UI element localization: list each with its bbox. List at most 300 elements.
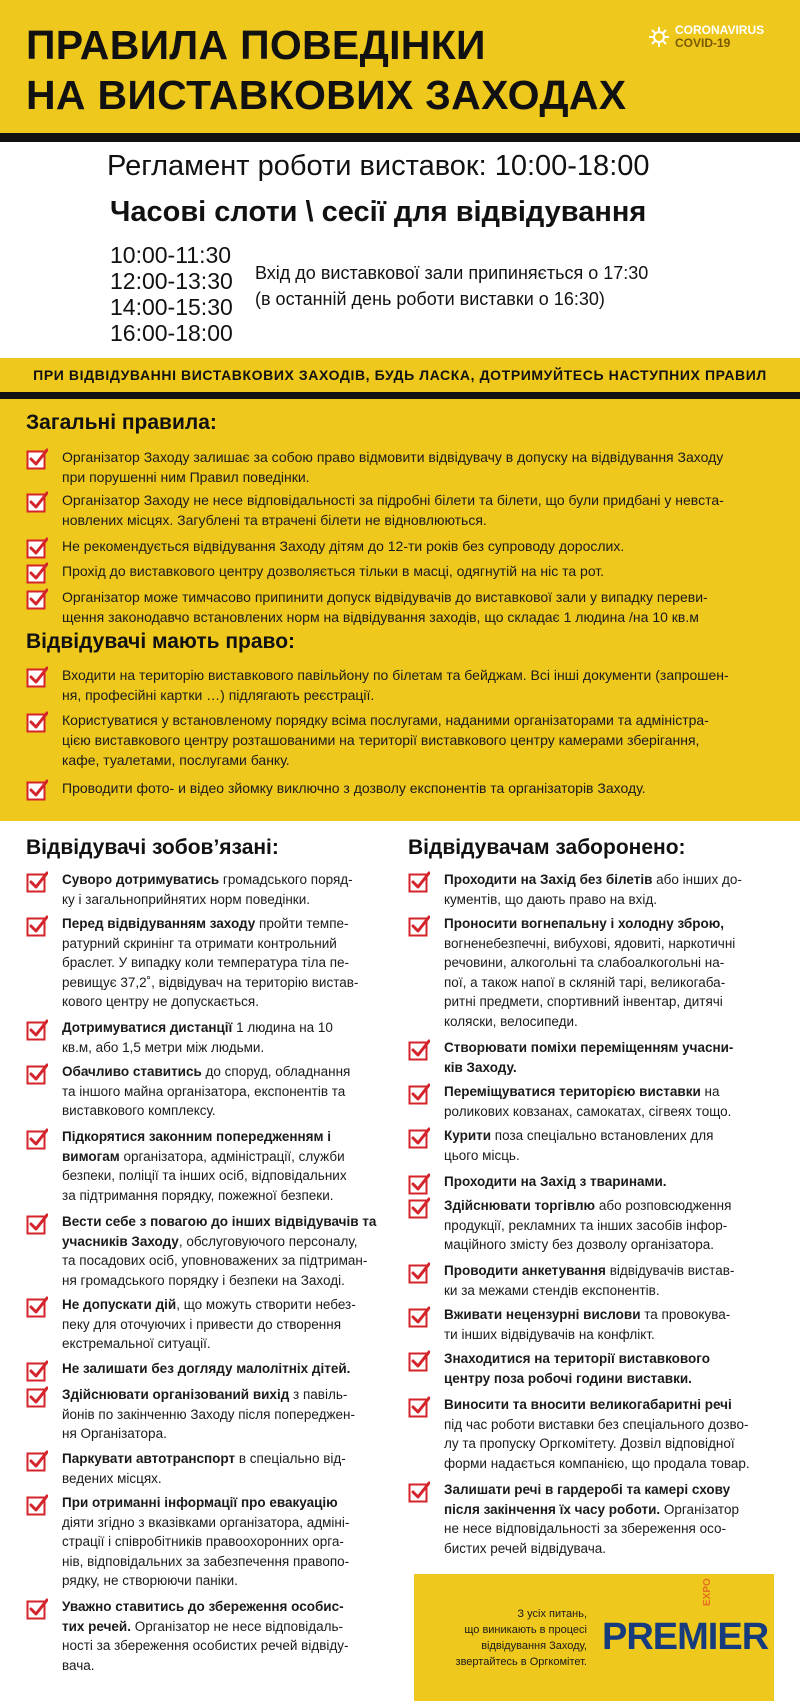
- slots-title: Часові слоти \ сесії для відвідування: [110, 196, 647, 228]
- footer-line: що виникають в процесі: [464, 1623, 587, 1636]
- premier-expo-logo: [602, 1578, 769, 1659]
- rule-line-text: вогненебезпечні, вибухові, ядовиті, наркотичні: [444, 935, 736, 951]
- footer-line: звертайтесь в Оргкомітет.: [455, 1655, 587, 1668]
- checkbox-check-icon: [26, 871, 48, 893]
- rule-bold: ків Заходу.: [444, 1059, 517, 1075]
- rule-line-text: цього місць.: [444, 1147, 520, 1163]
- rule-bold: Не залишати без догляду малолітніх дітей.: [62, 1361, 351, 1376]
- rule-line-text: ки за межами стендів експонентів.: [444, 1282, 660, 1298]
- rule-line: [62, 1656, 349, 1676]
- rule-bold: Вживати нецензурні вислови: [444, 1307, 641, 1322]
- rule-line: [444, 934, 735, 954]
- checkbox-check-icon: [26, 915, 48, 937]
- rule-line-text: Прохід до виставкового центру дозволяється тільки в масці, одягнутій на ніс та рот.: [62, 563, 605, 579]
- rule-line: [62, 1469, 346, 1489]
- rule-bold: При отриманні інформації про евакуацію: [62, 1495, 338, 1510]
- rule-line: [444, 1539, 739, 1559]
- rule-line: [444, 890, 742, 910]
- rule-line: [62, 914, 358, 934]
- page-title: [26, 20, 626, 120]
- rule-line-text: новлених місцях. Загублені та втрачені білети не відновлюються.: [62, 512, 487, 528]
- rule-text: [62, 490, 724, 530]
- rule-line-text: коляски, велосипеди.: [444, 1013, 578, 1029]
- rule-line: [444, 1519, 739, 1539]
- column-heading: Відвідувачі зобов’язані:: [26, 836, 279, 859]
- rule-line-text: 1 людина на 10: [232, 1020, 333, 1035]
- checkbox-check-icon: [26, 666, 48, 688]
- rule-line: [444, 1434, 750, 1454]
- logo-sub: EXPO: [702, 1578, 713, 1606]
- rule-text: [62, 1018, 333, 1057]
- rule-text: [444, 914, 735, 1031]
- rule-line-text: ратурний скринінг та отримати контрольний: [62, 935, 337, 951]
- rule-line: [62, 992, 358, 1012]
- rule-line-text: та іншого майна організатора, експонентів та: [62, 1083, 346, 1099]
- checkbox-check-icon: [26, 1019, 48, 1041]
- rule-line: [444, 1415, 750, 1435]
- rule-line-text: Організатор не несе відповідаль-: [130, 1618, 344, 1634]
- rule-item: [26, 1493, 396, 1591]
- rule-line-text: цією виставкового центру розташованими на території виставкового центру камерами зберігання,: [62, 732, 700, 748]
- rule-line-text: діяти згідно з вказівками організатора, адміні-: [62, 1514, 350, 1530]
- rule-line: [62, 1127, 347, 1147]
- rule-item: [408, 1172, 778, 1195]
- rule-bold: Підкорятися законним попередженням і: [62, 1129, 332, 1144]
- rule-line-text: речовини, алкогольні та слабоалкогольні на-: [444, 955, 725, 970]
- rule-line: [444, 1196, 731, 1216]
- checkbox-check-icon: [26, 562, 48, 584]
- checkbox-check-icon: [26, 448, 48, 470]
- rule-line: [62, 1493, 349, 1513]
- rule-line-text: щення законодавчо встановлених норм на відвідування заходів, що складає 1 людина /на 10 кв.м: [62, 609, 699, 625]
- rule-line-text: та посадових осіб, уповноважених за підтриман-: [62, 1253, 368, 1268]
- rule-text: [444, 1196, 731, 1255]
- rule-item: [408, 1038, 778, 1077]
- rule-text: [62, 1295, 356, 1354]
- rule-line-text: продукції, рекламних та інших засобів інфор-: [444, 1217, 728, 1233]
- rule-line-text: маційного змісту без дозволу організатора.: [444, 1237, 715, 1252]
- rule-line-text: організатора, адміністрації, служби: [119, 1148, 345, 1164]
- rule-line: [444, 992, 735, 1012]
- rule-line: [62, 1552, 349, 1572]
- checkbox-check-icon: [26, 1386, 48, 1408]
- time-slot: 10:00-11:30: [110, 242, 232, 268]
- rule-line-text: за підтримання порядку, пожежної безпеки.: [62, 1187, 334, 1203]
- rule-item: [26, 665, 776, 705]
- rule-line: [62, 1532, 349, 1552]
- rule-line: [444, 1216, 731, 1236]
- rule-text: [62, 587, 708, 627]
- rule-line: [444, 1012, 735, 1032]
- rule-text: [62, 914, 358, 1012]
- checkbox-check-icon: [26, 779, 48, 801]
- rule-item: [408, 1480, 778, 1558]
- rule-line: [62, 973, 358, 993]
- rule-item: [26, 1597, 396, 1675]
- covid-line-1: CORONAVIRUS: [675, 23, 765, 37]
- entry-line-1: Вхід до виставкової зали припиняється о 17:30: [255, 263, 649, 283]
- footer-line: З усіх питань,: [517, 1607, 587, 1620]
- rule-line: [444, 870, 742, 890]
- rule-bold: Вести себе з повагою до інших відвідувачів та: [62, 1214, 377, 1229]
- section-heading: Загальні правила:: [26, 411, 217, 434]
- rule-line-text: безпеки, поліції та інших осіб, відповідальних: [62, 1168, 347, 1183]
- rule-line-text: під час роботи виставки без спеціального дозво-: [444, 1416, 749, 1432]
- rule-line-text: до споруд, обладнання: [201, 1064, 351, 1079]
- rule-item: [26, 490, 776, 530]
- checkbox-check-icon: [408, 1481, 430, 1503]
- rule-line-text: кументів, що дають право на вхід.: [444, 891, 658, 907]
- rule-item: [408, 1261, 778, 1300]
- rule-item: [26, 1018, 396, 1057]
- rule-text: [62, 1449, 346, 1488]
- rule-text: [62, 1385, 355, 1444]
- rule-line: [444, 1480, 739, 1500]
- rule-bold: Створювати поміхи переміщенням учасни-: [444, 1040, 734, 1055]
- rule-line-text: ку і загальноприйнятих норм поведінки.: [62, 891, 310, 907]
- logo-main: PREMIER: [602, 1616, 769, 1658]
- rule-item: [26, 1449, 396, 1488]
- rules-banner: [0, 358, 800, 392]
- rule-line-text: роликових ковзанах, самокатах, сігвеях тощо.: [444, 1103, 732, 1119]
- rule-line: [62, 1334, 356, 1354]
- rule-line-text: страції і співробітників правоохоронних орга-: [62, 1534, 344, 1549]
- rule-line-text: або розповсюдження: [595, 1198, 732, 1213]
- rule-bold: центру поза робочі години виставки.: [444, 1370, 692, 1386]
- rule-item: [26, 1385, 396, 1444]
- rule-line: [444, 1281, 734, 1301]
- rule-bold: Здійснювати торгівлю: [444, 1198, 596, 1213]
- rule-line: [444, 1305, 730, 1325]
- rule-text: [444, 1172, 667, 1195]
- rule-line: [444, 1500, 739, 1520]
- rule-text: [444, 1261, 734, 1300]
- rule-item: [26, 536, 776, 559]
- rule-text: [62, 665, 729, 705]
- rule-line-text: ревищує 37,2˚, відвідувач на територію вистав-: [62, 974, 359, 990]
- rule-line-text: виставкового комплексу.: [62, 1103, 216, 1118]
- rule-item: [26, 1295, 396, 1354]
- rule-line-text: кафе, туалетами, послугами банку.: [62, 752, 290, 768]
- rule-line-text: ня, професійні картки …) підлягають реєстрації.: [62, 687, 375, 703]
- rule-line: [62, 730, 709, 750]
- footer-line: відвідування Заходу,: [481, 1639, 587, 1652]
- rule-bold: Уважно ставитись до збереження особис-: [62, 1599, 344, 1614]
- rule-line-text: кового центру не допускається.: [62, 994, 259, 1009]
- checkbox-check-icon: [408, 1396, 430, 1418]
- checkbox-check-icon: [26, 1494, 48, 1516]
- rule-line: [62, 1147, 347, 1167]
- checkbox-check-icon: [408, 1262, 430, 1284]
- rule-bold: учасників Заходу: [62, 1233, 179, 1249]
- rule-line: [62, 953, 358, 973]
- covid-line-2: COVID-19: [675, 36, 731, 50]
- rule-line: [62, 467, 723, 487]
- rule-item: [26, 914, 396, 1012]
- rule-line: [62, 1405, 355, 1425]
- rule-item: [408, 1196, 778, 1255]
- rule-bold: Суворо дотримуватись: [62, 872, 220, 887]
- checkbox-check-icon: [26, 491, 48, 513]
- banner-text: ПРИ ВІДВІДУВАННІ ВИСТАВКОВИХ ЗАХОДІВ, БУДЬ ЛАСКА, ДОТРИМУЙТЕСЬ НАСТУПНИХ ПРАВИЛ: [33, 367, 767, 383]
- checkbox-check-icon: [26, 1296, 48, 1318]
- rule-line: [444, 973, 735, 993]
- rule-item: [26, 870, 396, 909]
- header: [0, 0, 800, 133]
- rule-line: [62, 1232, 376, 1252]
- rule-line-text: екстремальної ситуації.: [62, 1336, 211, 1351]
- checkbox-check-icon: [26, 1128, 48, 1150]
- entry-note: [255, 260, 648, 312]
- rule-line: [444, 953, 735, 973]
- rule-line-text: ти інших відвідувачів на конфлікт.: [444, 1326, 655, 1342]
- rule-item: [408, 1082, 778, 1121]
- rule-text: [62, 870, 353, 909]
- rule-line-text: Організатор: [660, 1501, 739, 1517]
- checkbox-check-icon: [408, 1039, 430, 1061]
- rule-line-text: з павіль-: [289, 1387, 348, 1402]
- rule-line-text: форми надається компанією, що продала товар.: [444, 1455, 750, 1471]
- rule-text: [444, 1349, 710, 1388]
- rule-line-text: не несе відповідальності за збереження осо-: [444, 1521, 727, 1536]
- rule-item: [408, 870, 778, 909]
- rule-line: [62, 890, 353, 910]
- rule-line: [62, 1251, 376, 1271]
- rule-bold: Виносити та вносити великогабаритні речі: [444, 1397, 732, 1412]
- rule-item: [408, 1126, 778, 1165]
- rule-line: [444, 1126, 713, 1146]
- rule-item: [26, 587, 776, 627]
- rule-line-text: або інших до-: [652, 872, 742, 887]
- divider-bar: [0, 392, 800, 399]
- rule-line-text: , обслуговуючого персоналу,: [178, 1233, 358, 1249]
- section-heading: Відвідувачі мають право:: [26, 630, 296, 653]
- rule-line-text: браслет. У випадку коли температура тіла пе-: [62, 955, 350, 970]
- checkbox-check-icon: [408, 1127, 430, 1149]
- rule-text: [62, 561, 604, 584]
- rule-bold: Курити: [444, 1128, 492, 1143]
- rule-line-text: ня громадського порядку і безпеки на Заході.: [62, 1272, 345, 1288]
- rule-line: [62, 561, 604, 581]
- footer-text: [424, 1606, 587, 1670]
- checkbox-check-icon: [408, 1197, 430, 1219]
- rule-line-text: Користуватися у встановленому порядку всіма послугами, наданими організаторами та адміністра-: [62, 712, 709, 728]
- rule-line-text: лу та пропуску Оргкомітету. Дозвіл відповідної: [444, 1436, 735, 1451]
- rule-line: [62, 587, 708, 607]
- rule-line-text: Входити на територію виставкового павільйону по білетам та бейджам. Всі інші документи (запрошен-: [62, 667, 729, 683]
- rule-bold: Паркувати автотранспорт: [62, 1451, 236, 1466]
- rule-line-text: ритні предмети, спортивний інвентар, дитячі: [444, 994, 723, 1009]
- rule-line: [444, 1395, 750, 1415]
- rule-text: [62, 778, 646, 801]
- rule-line-text: відвідувачів вистав-: [605, 1263, 735, 1278]
- rule-line-text: пої, а також напої в скляній тарі, великогаба-: [444, 974, 726, 990]
- rule-line-text: ності за збереження особистих речей відвіду-: [62, 1638, 349, 1653]
- rule-line: [62, 934, 358, 954]
- rule-line: [62, 1038, 333, 1058]
- rule-bold: Переміщуватися територією виставки: [444, 1084, 701, 1099]
- time-slot: 16:00-18:00: [110, 320, 233, 346]
- checkbox-check-icon: [408, 1306, 430, 1328]
- rule-item: [26, 1212, 396, 1290]
- rule-line-text: Організатор Заходу залишає за собою право відмовити відвідувачу в допуску на відвідування Заходу: [62, 449, 724, 465]
- rule-line: [62, 685, 729, 705]
- rule-bold: Обачливо ставитись: [62, 1064, 202, 1079]
- rule-text: [444, 1395, 750, 1473]
- checkbox-check-icon: [408, 915, 430, 937]
- rule-line: [62, 1062, 350, 1082]
- rule-line-text: нів, відповідальних за забезпечення правопо-: [62, 1553, 350, 1569]
- rule-bold: тих речей.: [62, 1618, 131, 1634]
- rule-text: [444, 1305, 730, 1344]
- rule-text: [62, 447, 723, 487]
- rule-line: [62, 1212, 376, 1232]
- rule-text: [444, 1082, 731, 1121]
- rule-line-text: пройти темпе-: [255, 916, 349, 931]
- rule-line-text: рядку, не створюючи паніки.: [62, 1573, 238, 1588]
- entry-line-2: (в останній день роботи виставки о 16:30): [255, 289, 605, 309]
- rule-line-text: Проводити фото- и відео зйомку виключно з дозволу експонентів та організаторів Заходу.: [62, 780, 646, 796]
- rule-line: [62, 1295, 356, 1315]
- rule-line: [62, 447, 723, 467]
- rule-line-text: вача.: [62, 1657, 95, 1673]
- rule-line: [444, 1235, 731, 1255]
- rule-line-text: на: [700, 1084, 720, 1099]
- rule-item: [26, 1359, 396, 1382]
- rule-line: [62, 510, 724, 530]
- rule-item: [408, 1305, 778, 1344]
- rule-line: [62, 1424, 355, 1444]
- rule-bold: Проносити вогнепальну і холодну зброю,: [444, 916, 725, 931]
- rule-item: [408, 1349, 778, 1388]
- title-line-1: ПРАВИЛА ПОВЕДІНКИ: [26, 22, 486, 68]
- rule-text: [444, 1480, 739, 1558]
- rule-text: [62, 1493, 349, 1591]
- rule-text: [62, 536, 624, 559]
- rule-line-text: кв.м, або 1,5 метри між людьми.: [62, 1039, 265, 1055]
- checkbox-check-icon: [26, 1213, 48, 1235]
- rule-line-text: Організатор Заходу не несе відповідальності за підробні білети та білети, що були придбані у невста-: [62, 492, 724, 508]
- rule-bold: Дотримуватися дистанції: [62, 1020, 233, 1035]
- rule-line: [444, 1454, 750, 1474]
- title-line-2: НА ВИСТАВКОВИХ ЗАХОДАХ: [26, 72, 627, 118]
- rule-line: [62, 1315, 356, 1335]
- rule-text: [444, 1126, 713, 1165]
- rule-line: [62, 1359, 350, 1379]
- rule-line: [62, 710, 709, 730]
- rule-text: [62, 1062, 350, 1121]
- rule-line: [62, 1513, 349, 1533]
- checkbox-check-icon: [408, 1173, 430, 1195]
- rule-line: [62, 1385, 355, 1405]
- rule-line: [62, 1597, 349, 1617]
- rule-bold: Проходити на Захід з тваринами.: [444, 1174, 667, 1189]
- rule-line: [62, 1082, 350, 1102]
- rule-text: [444, 870, 742, 909]
- rule-line: [62, 1617, 349, 1637]
- rule-item: [408, 914, 778, 1031]
- rule-line-text: бистих речей відвідувача.: [444, 1540, 607, 1556]
- checkbox-check-icon: [26, 1598, 48, 1620]
- rule-line-text: та провокува-: [640, 1307, 731, 1322]
- rule-line: [62, 1018, 333, 1038]
- rule-bold: після закінчення їх часу роботи.: [444, 1501, 661, 1517]
- checkbox-check-icon: [408, 1350, 430, 1372]
- rule-line: [444, 1102, 731, 1122]
- rule-line: [444, 1058, 733, 1078]
- rule-line: [444, 1038, 733, 1058]
- rule-bold: Залишати речі в гардеробі та камері схову: [444, 1482, 731, 1497]
- rule-line: [444, 1369, 710, 1389]
- virus-icon: [648, 26, 670, 48]
- rule-item: [26, 710, 776, 770]
- rule-text: [62, 1127, 347, 1205]
- checkbox-check-icon: [26, 1063, 48, 1085]
- reglament-text: Регламент роботи виставок: 10:00-18:00: [107, 150, 650, 182]
- rule-line: [62, 1101, 350, 1121]
- rule-text: [62, 1359, 350, 1382]
- rule-line: [444, 1172, 667, 1192]
- rule-line: [62, 870, 353, 890]
- rule-line: [62, 750, 709, 770]
- rule-line-text: Не рекомендується відвідування Заходу дітям до 12-ти років без супроводу дорослих.: [62, 538, 625, 554]
- rule-bold: Знаходитися на території виставкового: [444, 1351, 710, 1366]
- rule-line-text: йонів по закінченню Заходу після попереджен-: [62, 1406, 355, 1422]
- footer-box: [414, 1574, 774, 1701]
- rule-line: [444, 1325, 730, 1345]
- time-slot: 12:00-13:30: [110, 268, 233, 294]
- rule-bold: Не допускати дій: [62, 1297, 177, 1312]
- rule-text: [62, 710, 709, 770]
- rule-line-text: в спеціально від-: [235, 1451, 346, 1466]
- rule-item: [26, 447, 776, 487]
- rule-line-text: , що можуть створити небез-: [176, 1297, 356, 1312]
- checkbox-check-icon: [26, 711, 48, 733]
- rule-line: [62, 778, 646, 798]
- rule-line: [62, 1166, 347, 1186]
- rule-bold: Проводити анкетування: [444, 1263, 606, 1278]
- checkbox-check-icon: [408, 1083, 430, 1105]
- column-heading: Відвідувачам заборонено:: [408, 836, 686, 859]
- rule-bold: Перед відвідуванням заходу: [62, 916, 256, 931]
- rule-line: [444, 914, 735, 934]
- rule-text: [444, 1038, 733, 1077]
- divider-bar: [0, 133, 800, 142]
- rule-line-text: громадського поряд-: [219, 872, 353, 887]
- rule-bold: Здійснювати організований вихід: [62, 1387, 290, 1402]
- checkbox-check-icon: [26, 1450, 48, 1472]
- rule-line: [62, 1186, 347, 1206]
- rule-line-text: ня Організатора.: [62, 1426, 167, 1441]
- rule-line-text: поза спеціально встановлених для: [491, 1128, 714, 1143]
- rule-bold: вимогам: [62, 1148, 120, 1164]
- checkbox-check-icon: [26, 537, 48, 559]
- rule-text: [62, 1597, 349, 1675]
- rule-line: [62, 1449, 346, 1469]
- rule-item: [26, 1127, 396, 1205]
- rule-line: [62, 1636, 349, 1656]
- checkbox-check-icon: [408, 871, 430, 893]
- rule-line: [62, 536, 624, 556]
- checkbox-check-icon: [26, 588, 48, 610]
- rule-item: [26, 778, 776, 801]
- rule-line: [444, 1146, 713, 1166]
- rule-item: [26, 1062, 396, 1121]
- covid-badge: [648, 24, 764, 50]
- rule-line: [62, 665, 729, 685]
- rule-line: [62, 1571, 349, 1591]
- rule-line-text: ведених місцях.: [62, 1470, 162, 1486]
